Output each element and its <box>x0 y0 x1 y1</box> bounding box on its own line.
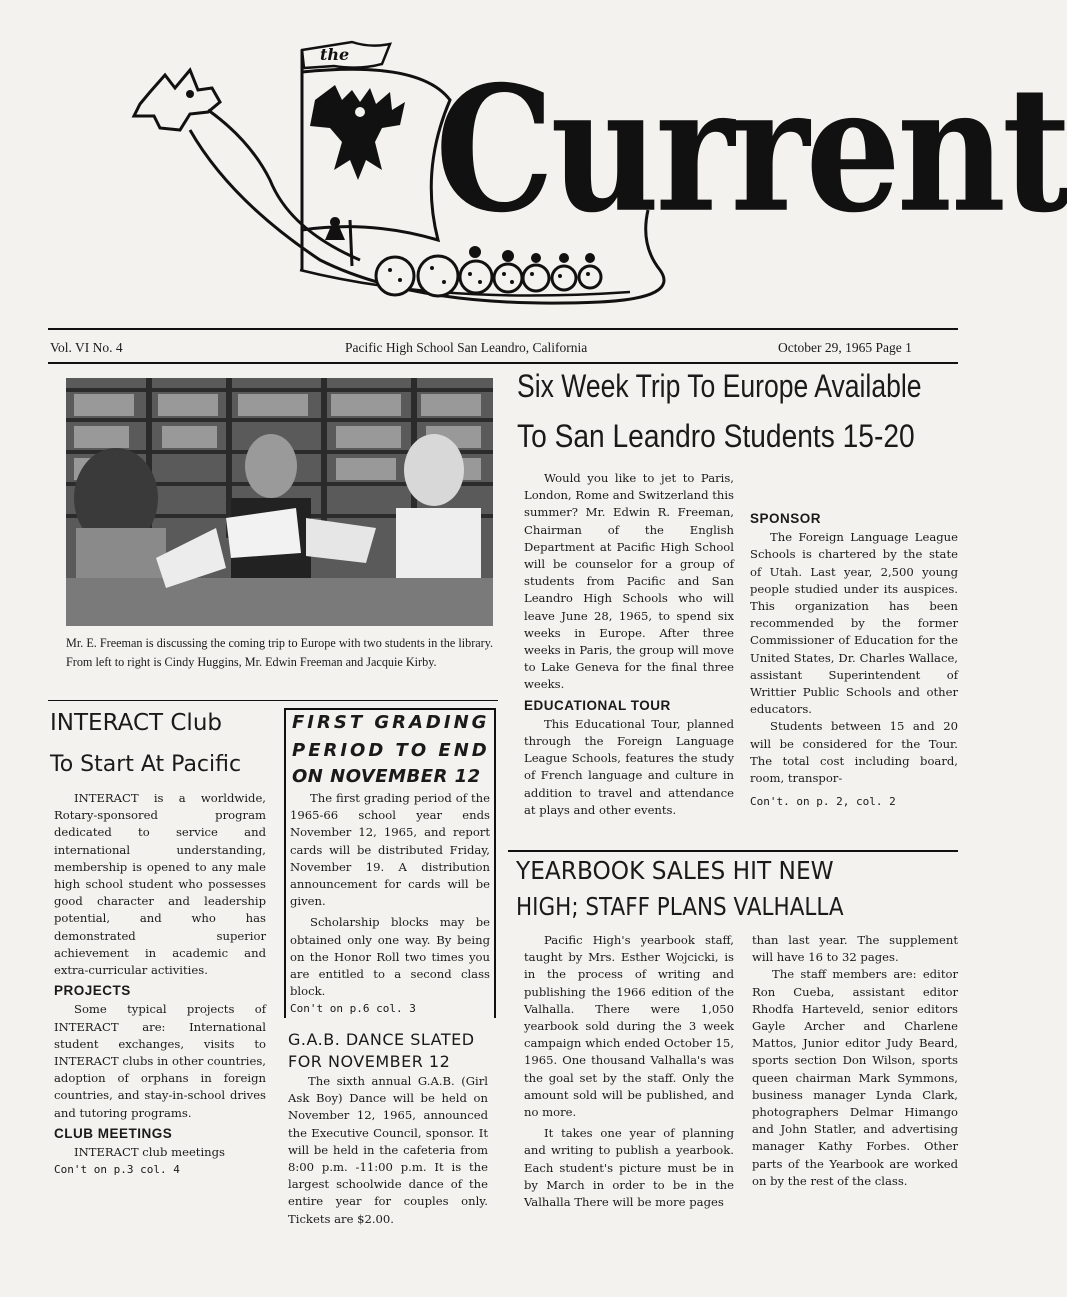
school-location: Pacific High School San Leandro, California <box>345 340 588 355</box>
gab-headline-line1: G.A.B. DANCE SLATED <box>288 1030 475 1049</box>
interact-continued: Con't on p.3 col. 4 <box>54 1163 180 1177</box>
grading-paragraph-2: Scholarship blocks may be obtained only one way. By being on the Honor Roll two times you are entitled to a second class block. <box>290 915 490 999</box>
yearbook-paragraph-1: Pacific High's yearbook staff, taught by Mrs. Esther Wojcicki, is in the process of writing and publishing the 1966 edition of the Valhalla. There were 1,050 yearbook sold during the 3 week campaign which ended October 15, 1965. One thousand Valhalla's was the goal set by the staff. Only the amount sold will be published, and no more. <box>524 933 734 1120</box>
photo-caption: Mr. E. Freeman is discussing the coming trip to Europe with two students in the library. From left to right is Cindy Huggins, Mr. Edwin Freeman and Jacquie Kirby. <box>66 636 494 669</box>
gab-column <box>288 1073 488 1228</box>
yearbook-paragraph-4: The staff members are: editor Ron Cueba, assistant editor Rhodfa Harteveld, senior editors Gayle Archer and Charlene Mattos, Junior editor Judy Beard, sports section Don Wilson, sports queen chairman Mark Symmons, business manager Lynda Clark, photographers Delmar Himango and John Statler, and advertising manager Kathy Forbes. Other parts of the Yearbook are worked on by the rest of the class. <box>752 967 958 1188</box>
interact-paragraph-2: Some typical projects of INTERACT are: International student exchanges, visits to INTERACT clubs in other countries, adoption of orphans in foreign countries, and stay-in-school drives and tutoring programs. <box>54 1002 266 1120</box>
europe-paragraph-4: Students between 15 and 20 will be considered for the Tour. The total cost including board, room, transpor- <box>750 719 958 786</box>
interact-paragraph-1: INTERACT is a worldwide, Rotary-sponsored program dedicated to service and international understanding, membership is opened to any male high school student who possesses good character and leadership potential, and who has demonstrated superior achievement in academic and extra-curricular activities. <box>54 791 266 978</box>
masthead <box>120 30 1067 320</box>
europe-column-1 <box>524 470 734 817</box>
europe-paragraph-3: The Foreign Language League Schools is chartered by the state of Utah. Last year, 2,500 young people studied under its auspices. This organization has been recommended by the former Commissioner of Education for the United States, Dr. Charles Wallace, assistant Superintendent of Writtier Public Schools and other educators. <box>750 530 958 717</box>
grading-continued: Con't on p.6 col. 3 <box>290 1002 416 1016</box>
interact-headline-line2: To Start At Pacific <box>50 752 242 777</box>
masthead-title: Current <box>435 48 1067 252</box>
library-photo <box>66 378 493 626</box>
dateline-rule <box>48 362 958 364</box>
yearbook-headline-line2: HIGH; STAFF PLANS VALHALLA <box>516 892 844 921</box>
yearbook-paragraph-3: than last year. The supplement will have 16 to 32 pages. <box>752 933 958 965</box>
yearbook-column-2 <box>752 932 958 1190</box>
interact-column <box>54 790 266 1178</box>
top-rule <box>48 328 958 330</box>
europe-subhead-sponsor: SPONSOR <box>750 511 822 526</box>
europe-headline-line1: Six Week Trip To Europe Available <box>517 368 922 404</box>
grading-headline-line2: PERIOD TO END <box>292 740 490 761</box>
grading-column <box>290 790 490 1018</box>
banner-word: the <box>320 45 350 64</box>
grading-paragraph-1: The first grading period of the 1965-66 school year ends November 12, 1965, and report cards will be distributed Friday, November 19. A distribution announcement for cards will be given. <box>290 791 490 909</box>
europe-column-2 <box>750 470 958 810</box>
grading-headline-line1: FIRST GRADING <box>292 712 490 733</box>
gab-headline-line2: FOR NOVEMBER 12 <box>288 1052 451 1071</box>
yearbook-headline-line1: YEARBOOK SALES HIT NEW <box>516 856 834 885</box>
europe-paragraph-1: Would you like to jet to Paris, London, Rome and Switzerland this summer? Mr. Edwin R. Freeman, Chairman of the English Department at Pacific High School will be counselor for a group of students from Pacific and San Leandro High Schools who will leave June 28, 1965, to spend six weeks in Europe. After three weeks in Paris, the group will move to Lake Geneva for the final three weeks. <box>524 471 734 692</box>
interact-subhead-projects: PROJECTS <box>54 983 131 999</box>
volume-number: Vol. VI No. 4 <box>50 340 123 355</box>
caption-rule <box>48 700 498 701</box>
interact-headline-line1: INTERACT Club <box>50 710 222 736</box>
yearbook-paragraph-2: It takes one year of planning and writing to publish a yearbook. Each student's picture must be in by March in order to be in the Valhalla There will be more pages <box>524 1126 734 1210</box>
interact-subhead-meetings: CLUB MEETINGS <box>54 1125 173 1141</box>
grading-headline-line3: ON NOVEMBER 12 <box>292 766 481 787</box>
europe-subhead-tour: EDUCATIONAL TOUR <box>524 697 671 713</box>
europe-rule <box>508 850 958 852</box>
interact-paragraph-3: INTERACT club meetings <box>74 1145 226 1160</box>
europe-continued: Con't. on p. 2, col. 2 <box>750 795 896 809</box>
gab-paragraph-1: The sixth annual G.A.B. (Girl Ask Boy) Dance will be held on November 12, 1965, announced the Executive Council, sponsor. It will be held in the cafeteria from 8:00 p.m. -11:00 p.m. It is the largest schoolwide dance of the entire year for couples only. Tickets are $2.00. <box>288 1074 488 1226</box>
yearbook-column-1 <box>524 932 734 1211</box>
europe-paragraph-2: This Educational Tour, planned through the Foreign Language League Schools, features the study of French language and culture in addition to travel and attendance at plays and other events. <box>524 716 734 817</box>
issue-date-page: October 29, 1965 Page 1 <box>778 340 912 355</box>
europe-headline-line2: To San Leandro Students 15-20 <box>517 418 915 454</box>
